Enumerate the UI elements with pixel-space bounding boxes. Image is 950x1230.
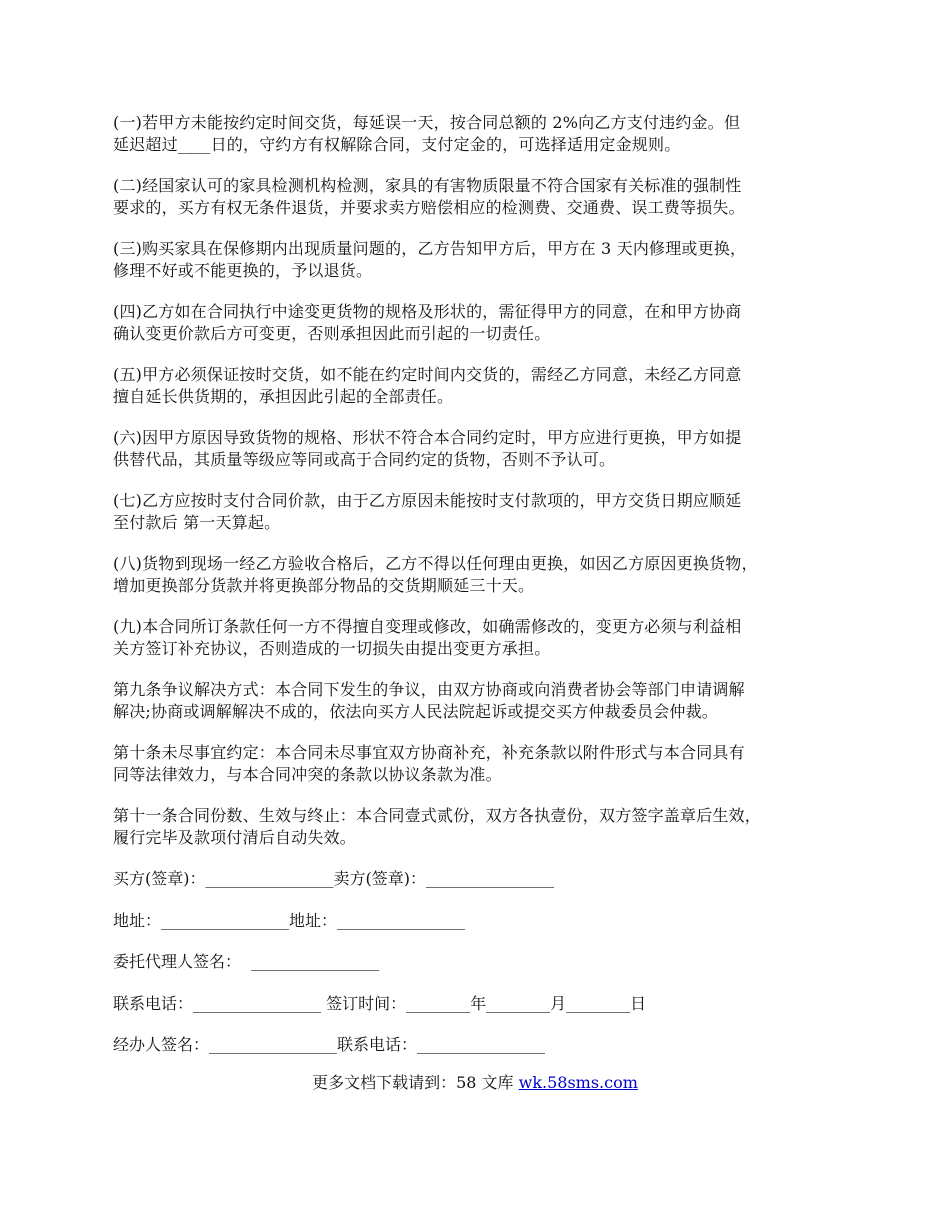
article-9-dispute [113, 679, 853, 722]
footer-link[interactable]: wk.58sms.com [518, 1073, 638, 1092]
clause-line: (一)若甲方未能按约定时间交货，每延误一天，按合同总额的 2%向乙方支付违约金。但 [113, 113, 741, 132]
clause-line: 修理不好或不能更换的，予以退货。 [113, 260, 373, 280]
signature-row-agent: 委托代理人签名： ________________ [113, 952, 380, 971]
clause-5 [113, 364, 853, 407]
clause-6 [113, 427, 853, 470]
footer-prefix: 更多文档下载请到：58 文库 [312, 1073, 519, 1092]
download-footer [0, 1072, 950, 1094]
clause-line: 确认变更价款后方可变更，否则承担因此而引起的一切责任。 [113, 323, 551, 343]
clause-line: 解决;协商或调解解决不成的，依法向买方人民法院起诉或提交买方仲裁委员会仲裁。 [113, 701, 718, 721]
clause-9 [113, 616, 853, 659]
clause-line: (五)甲方必须保证按时交货，如不能在约定时间内交货的，需经乙方同意，未经乙方同意 [113, 365, 742, 384]
signature-row-phone-date: 联系电话：________________ 签订时间：________年________月________日 [113, 993, 647, 1013]
clause-7 [113, 490, 853, 533]
clause-8 [113, 553, 853, 596]
article-11-copies-effect [113, 805, 853, 848]
clause-line: (九)本合同所订条款任何一方不得擅自变理或修改，如确需修改的，变更方必须与利益相 [113, 617, 742, 636]
clause-line: 增加更换部分货款并将更换部分物品的交货期顺延三十天。 [113, 575, 535, 595]
clause-line: (八)货物到现场一经乙方验收合格后，乙方不得以任何理由更换，如因乙方原因更换货物， [113, 554, 758, 573]
clause-line: (七)乙方应按时支付合同价款，由于乙方原因未能按时支付款项的，甲方交货日期应顺延 [113, 491, 742, 510]
clause-line: (六)因甲方原因导致货物的规格、形状不符合本合同约定时，甲方应进行更换，甲方如提 [113, 428, 742, 447]
clause-2 [113, 175, 853, 218]
clause-line: 延迟超过____日的，守约方有权解除合同，支付定金的，可选择适用定金规则。 [113, 134, 681, 154]
clause-line: 要求的，买方有权无条件退货，并要求卖方赔偿相应的检测费、交通费、误工费等损失。 [113, 197, 745, 217]
clause-line: 第十条未尽事宜约定：本合同未尽事宜双方协商补充，补充条款以附件形式与本合同具有 [113, 743, 745, 762]
clause-line: 第九条争议解决方式：本合同下发生的争议，由双方协商或向消费者协会等部门申请调解 [113, 680, 745, 699]
signature-row-handler: 经办人签名：________________联系电话：________________ [113, 1035, 546, 1054]
article-10-other-matters [113, 742, 853, 785]
clause-line: 履行完毕及款项付清后自动失效。 [113, 827, 357, 847]
clause-1 [113, 112, 853, 155]
clause-line: (四)乙方如在合同执行中途变更货物的规格及形状的，需征得甲方的同意，在和甲方协商 [113, 302, 742, 321]
clause-line: 同等法律效力，与本合同冲突的条款以协议条款为准。 [113, 764, 502, 784]
clause-line: (二)经国家认可的家具检测机构检测，家具的有害物质限量不符合国家有关标准的强制性 [113, 176, 742, 195]
signature-row-parties: 买方(签章)：________________卖方(签章)：________________ [113, 869, 554, 888]
clause-3 [113, 238, 853, 281]
clause-line: 擅自延长供货期的，承担因此引起的全部责任。 [113, 386, 454, 406]
clause-4 [113, 301, 853, 344]
document-body [113, 112, 853, 1076]
signature-row-address: 地址：________________地址：________________ [113, 910, 466, 930]
clause-line: 供替代品，其质量等级应等同或高于合同约定的货物，否则不予认可。 [113, 449, 616, 469]
clause-line: 至付款后 第一天算起。 [113, 512, 281, 532]
clause-line: (三)购买家具在保修期内出现质量问题的，乙方告知甲方后，甲方在 3 天内修理或更换， [113, 239, 747, 258]
clause-line: 关方签订补充协议，否则造成的一切损失由提出变更方承担。 [113, 638, 551, 658]
clause-line: 第十一条合同份数、生效与终止：本合同壹式贰份，双方各执壹份，双方签字盖章后生效， [113, 806, 762, 825]
